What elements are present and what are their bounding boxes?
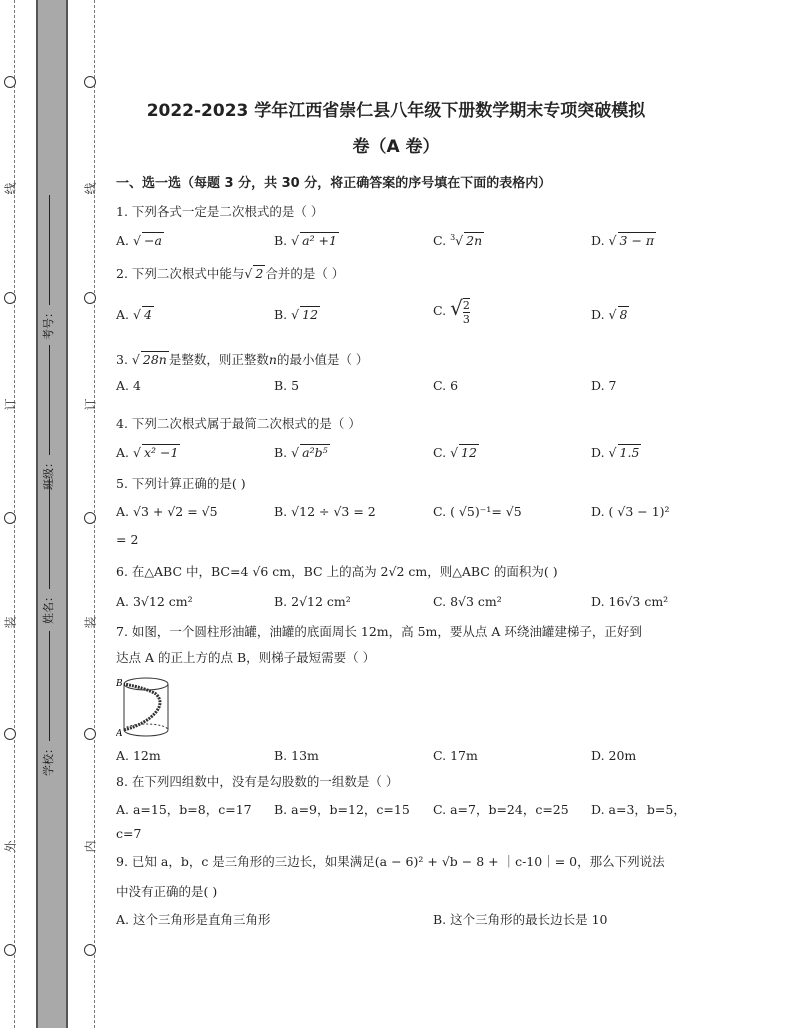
q4-option-b: B. √ a²b⁵ — [274, 445, 328, 460]
point-b-label: B — [116, 679, 123, 689]
field-label: 学校： — [42, 743, 55, 776]
q7-option-c: C. 17m — [433, 748, 478, 763]
q9-option-a: A. 这个三角形是直角三角形 — [116, 912, 271, 927]
q8-option-c: C. a=7，b=24，c=25 — [433, 802, 569, 817]
page-title-line1: 2022-2023 学年江西省崇仁县八年级下册数学期末专项突破模拟 — [146, 101, 646, 121]
q6-option-b: B. 2√12 cm² — [274, 594, 351, 609]
q9-option-b: B. 这个三角形的最长边长是 10 — [433, 912, 608, 927]
q5-stem: 5. 下列计算正确的是( ) — [116, 476, 246, 491]
q3-option-c: C. 6 — [433, 378, 459, 393]
margin-char-outer-1: 线 — [3, 182, 18, 195]
q8-stem: 8. 在下列四组数中，没有是勾股数的一组数是（ ） — [116, 774, 399, 789]
field-label: 考号： — [42, 307, 55, 340]
school-field[interactable] — [40, 631, 56, 776]
q4-option-c: C. √ 12 — [433, 445, 477, 460]
section-heading: 一、选一选（每题 3 分，共 30 分，将正确答案的序号填在下面的表格内） — [116, 176, 552, 191]
q2-stem: 2. 下列二次根式中能与√ 2 合并的是（ ） — [116, 266, 345, 281]
q6-option-c: C. 8√3 cm² — [433, 594, 502, 609]
q7-option-d: D. 20m — [591, 748, 637, 763]
q3-stem: 3. √ 28n 是整数，则正整数n的最小值是（ ） — [116, 352, 369, 367]
exam-number-field[interactable] — [40, 195, 56, 340]
field-label: 班级： — [42, 457, 55, 490]
margin-char-outer-3: 装 — [3, 616, 18, 629]
q1-option-b: B. √ a² +1 — [274, 233, 337, 248]
q5-option-c: C. ( √5)⁻¹= √5 — [433, 504, 522, 519]
margin-char-outer-4: 外 — [3, 840, 18, 853]
q7-stem-line1: 7. 如图，一个圆柱形油罐，油罐的底面周长 12m，高 5m，要从点 A 环绕油罐建梯子，正好到 — [116, 624, 642, 639]
q5-option-a: A. √3 + √2 = √5 — [116, 504, 218, 519]
ring-icon — [84, 728, 96, 740]
q7-stem-line2: 达点 A 的正上方的点 B，则梯子最短需要（ ） — [116, 650, 376, 665]
q1-stem: 1. 下列各式一定是二次根式的是（ ） — [116, 204, 324, 219]
q1-option-d: D. √ 3 − π — [591, 233, 655, 248]
q6-option-d: D. 16√3 cm² — [591, 594, 669, 609]
q6-option-a: A. 3√12 cm² — [116, 594, 193, 609]
q1-option-a: A. √ −a — [116, 233, 162, 248]
field-label: 姓名： — [42, 591, 55, 624]
ring-icon — [84, 292, 96, 304]
margin-char-outer-2: 订 — [3, 398, 18, 411]
ring-icon — [84, 76, 96, 88]
q5-option-b: B. √12 ÷ √3 = 2 — [274, 504, 376, 519]
margin-char-inner-3: 装 — [83, 616, 98, 629]
point-a-label: A — [116, 729, 123, 739]
q8-option-a: A. a=15，b=8，c=17 — [116, 802, 252, 817]
q5-option-d: D. ( √3 − 1)² — [591, 504, 670, 519]
q4-stem: 4. 下列二次根式属于最简二次根式的是（ ） — [116, 416, 361, 431]
q7-option-b: B. 13m — [274, 748, 319, 763]
q1-option-c: C. $^3$√ 2n — [433, 232, 483, 248]
name-field[interactable] — [40, 479, 56, 624]
q9-stem-line1: 9. 已知 a，b，c 是三角形的三边长，如果满足(a − 6)² + √b − 8 + ｜c-10｜= 0，那么下列说法 — [116, 854, 665, 869]
q3-option-b: B. 5 — [274, 378, 300, 393]
q7-option-a: A. 12m — [116, 748, 161, 763]
q6-stem: 6. 在△ABC 中，BC=4 √6 cm，BC 上的高为 2√2 cm，则△ABC 的面积为( ) — [116, 564, 558, 579]
q3-option-d: D. 7 — [591, 378, 617, 393]
field-underline — [49, 195, 50, 305]
q9-stem-line2: 中没有正确的是( ) — [116, 884, 218, 899]
field-underline — [49, 345, 50, 455]
field-underline — [49, 631, 50, 741]
ring-icon — [4, 512, 16, 524]
q5-option-d-tail: = 2 — [116, 532, 139, 547]
q8-option-d: D. a=3，b=5， — [591, 802, 686, 817]
ring-icon — [4, 944, 16, 956]
ring-icon — [4, 76, 16, 88]
margin-char-inner-2: 订 — [83, 398, 98, 411]
class-field[interactable] — [40, 345, 56, 490]
page-title-line2: 卷（A 卷） — [352, 137, 440, 157]
q2-option-d: D. √ 8 — [591, 307, 628, 322]
field-underline — [49, 479, 50, 589]
q8-option-d-tail: c=7 — [116, 826, 142, 841]
margin-char-inner-4: 内 — [83, 840, 98, 853]
q8-option-b: B. a=9，b=12，c=15 — [274, 802, 410, 817]
q4-option-a: A. √ x² −1 — [116, 445, 179, 460]
q2-option-b: B. √ 12 — [274, 307, 319, 322]
margin-char-inner-1: 线 — [83, 182, 98, 195]
q2-option-a: A. √ 4 — [116, 307, 152, 322]
q2-option-c: C. √ $\frac{2}{3}$ — [433, 296, 470, 326]
cylinder-figure — [116, 674, 172, 740]
ring-icon — [4, 728, 16, 740]
ring-icon — [84, 512, 96, 524]
q4-option-d: D. √ 1.5 — [591, 445, 640, 460]
ring-icon — [84, 944, 96, 956]
q3-option-a: A. 4 — [116, 378, 141, 393]
ring-icon — [4, 292, 16, 304]
